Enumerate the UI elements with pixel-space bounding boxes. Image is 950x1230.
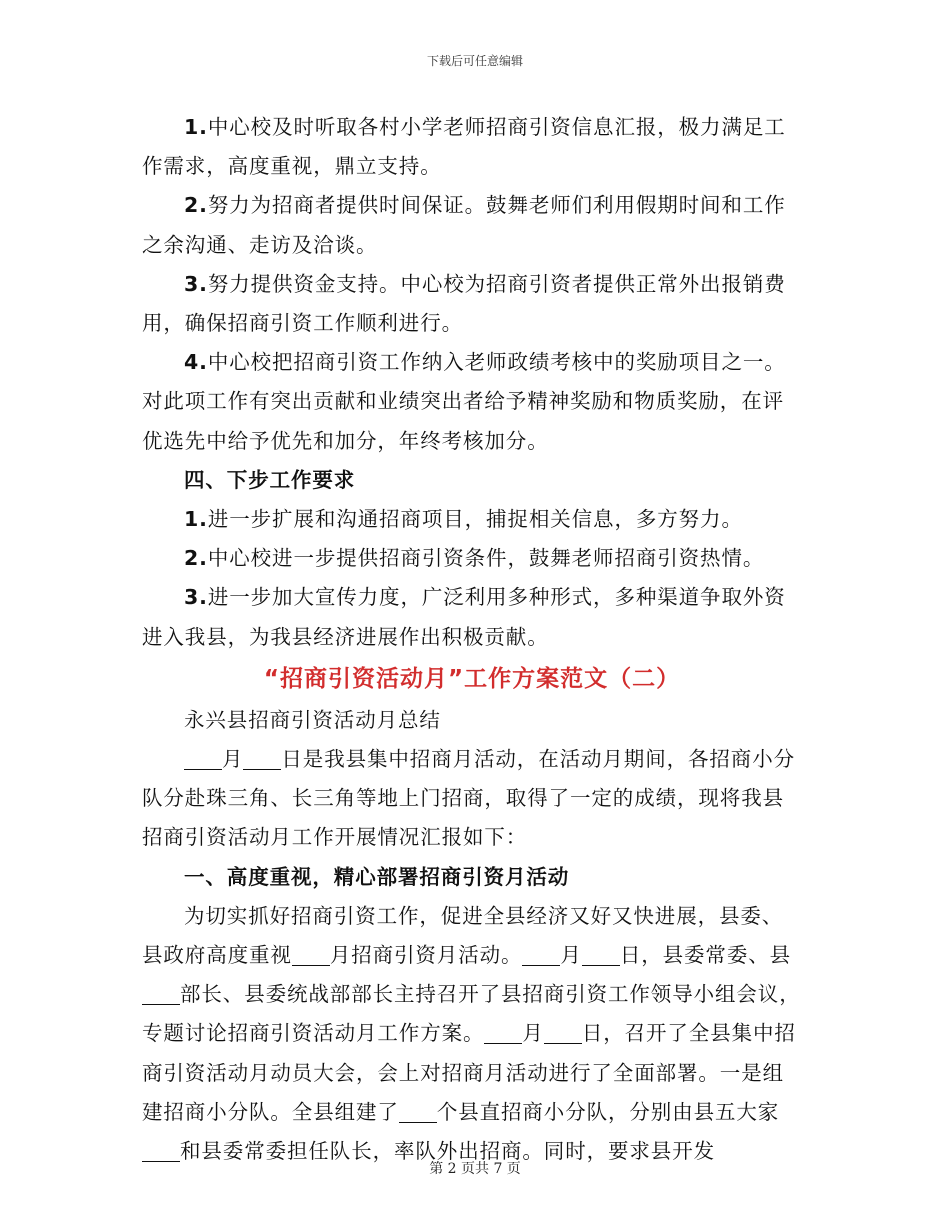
list-item xyxy=(142,108,802,186)
text-fragment: 月 xyxy=(222,747,244,772)
blank-line xyxy=(184,749,222,771)
list-item xyxy=(142,186,802,264)
text-fragment: 月 xyxy=(522,1021,544,1046)
blank-line xyxy=(399,1101,437,1123)
item-text: 努力提供资金支持。中心校为招商引资者提供正常外出报销费用，确保招商引资工作顺利进行。 xyxy=(142,271,786,336)
list-item xyxy=(142,343,802,461)
item-number: 3. xyxy=(184,585,208,610)
item-text: 进一步加大宣传力度，广泛利用多种形式，多种渠道争取外资进入我县，为我县经济进展作出积极贡献。 xyxy=(142,585,786,649)
text-fragment: 日，县委常委、县 xyxy=(619,943,792,968)
body-paragraph xyxy=(142,897,802,1171)
text-fragment: 为切实抓好招商引资工作，促进全县经济又好又快进展，县委、县政府高度重视 xyxy=(142,903,784,968)
intro-paragraph xyxy=(142,740,802,858)
item-text: 中心校进一步提供招商引资条件，鼓舞老师招商引资热情。 xyxy=(207,546,765,571)
list-item xyxy=(142,578,802,656)
text-fragment: 日是我县集中招商月活动，在活动月期间，各招商小分队分赴珠三角、长三角等地上门招商，取得了一定的成绩，现将我县招商引资活动月工作开展情况汇报如下： xyxy=(142,747,796,850)
section-heading: 一、高度重视，精心部署招商引资月活动 xyxy=(184,864,570,889)
item-number: 2. xyxy=(184,193,208,218)
article-title: “招商引资活动月”工作方案范文（二） xyxy=(263,665,681,692)
blank-line xyxy=(582,945,620,967)
blank-line xyxy=(243,749,281,771)
text-fragment: 日，召开了全县集中招商引资活动月动员大会，会上对招商月活动进行了全面部署。一是组建招商小分队。全县组建了 xyxy=(142,1021,796,1124)
document-body xyxy=(142,108,802,1171)
page-header: 下载后可任意编辑 xyxy=(426,54,523,68)
item-text: 进一步扩展和沟通招商项目，捕捉相关信息，多方努力。 xyxy=(207,507,743,532)
item-number: 3. xyxy=(184,271,208,296)
section-heading: 四、下步工作要求 xyxy=(184,467,356,492)
blank-line xyxy=(484,1023,522,1045)
item-number: 2. xyxy=(184,546,208,571)
item-number: 1. xyxy=(184,115,208,139)
item-number: 1. xyxy=(184,507,208,532)
text-fragment: 月招商引资月活动。 xyxy=(329,943,523,968)
list-item xyxy=(142,500,802,539)
item-text: 努力为招商者提供时间保证。鼓舞老师们利用假期时间和工作之余沟通、走访及洽谈。 xyxy=(142,193,786,257)
text-fragment: 个县直招商小分队，分别由县五大家 xyxy=(436,1099,780,1124)
blank-line xyxy=(522,945,560,967)
text-fragment: 部长、县委统战部部长主持召开了县招商引资工作领导小组会议，专题讨论招商引资活动月工作方案。 xyxy=(142,982,801,1046)
text-fragment: 月 xyxy=(560,943,582,968)
item-text: 中心校把招商引资工作纳入老师政绩考核中的奖励项目之一。对此项工作有突出贡献和业绩突出者给予精神奖励和物质奖励，在评优选先中给予优先和加分，年终考核加分。 xyxy=(142,350,786,453)
blank-line xyxy=(544,1023,582,1045)
item-number: 4. xyxy=(184,350,208,375)
blank-line xyxy=(292,945,330,967)
list-item xyxy=(142,265,802,343)
text-fragment: 和县委常委担任队长，率队外出招商。同时，要求县开发 xyxy=(180,1139,715,1164)
blank-line xyxy=(142,984,180,1006)
item-text: 中心校及时听取各村小学老师招商引资信息汇报，极力满足工作需求，高度重视，鼎立支持。 xyxy=(142,115,786,179)
page-footer: 第 2 页共 7 页 xyxy=(429,1161,521,1177)
article-subtitle: 永兴县招商引资活动月总结 xyxy=(184,707,441,732)
list-item xyxy=(142,539,802,578)
